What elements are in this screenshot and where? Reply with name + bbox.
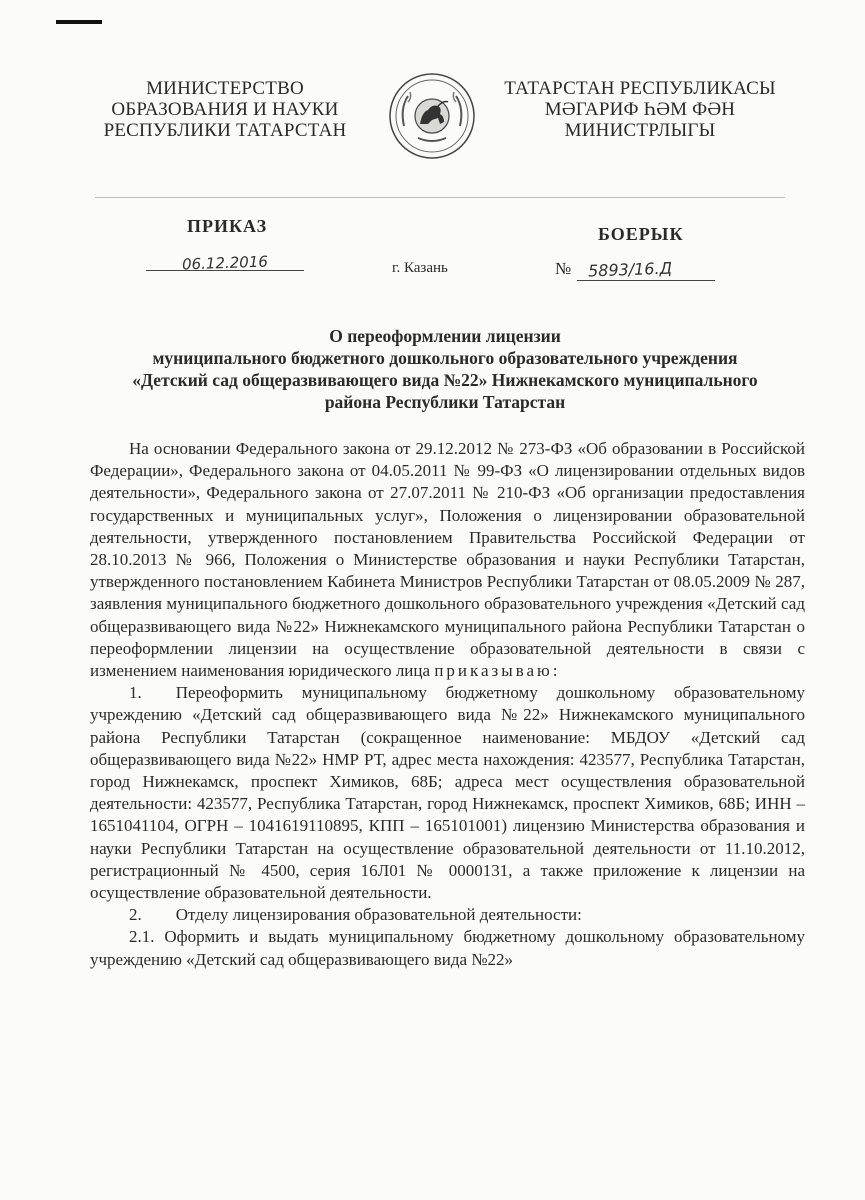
ministry-name-tt-line: ТАТАРСТАН РЕСПУБЛИКАСЫ <box>504 78 776 99</box>
number-underline <box>577 280 715 281</box>
header-divider <box>95 197 785 198</box>
order-word: приказываю: <box>434 661 561 681</box>
coat-of-arms-icon <box>388 72 476 160</box>
number-sign: № <box>555 259 572 278</box>
order-date: 06.12.2016 <box>181 252 269 274</box>
item-1: 1. Переоформить муниципальному бюджетному дошкольному образовательному учреждению «Детский сад общеразвивающего вида №22» Нижнекамского муниципального района Республики Татарстан (сокращенное наименование: МБДОУ «Детский сад общеразвивающего вида №22» НМР РТ, адрес места нахождения: 423577, Республика Татарстан, город Нижнекамск, проспект Химиков, 68Б; адреса мест осуществления образовательной деятельности: 423577, Республика Татарстан, город Нижнекамск, проспект Химиков, 68Б; ИНН – 1651041104, ОГРН – 1041619110895, КПП – 165101001) лицензию Министерства образования и науки Республики Татарстан на осуществление образовательной деятельности от 11.10.2012, регистрационный № 4500, серия 16Л01 № 0000131, а также приложение к лицензии на осуществление образовательной деятельности. <box>90 683 805 903</box>
ministry-name-ru-line: РЕСПУБЛИКИ ТАТАРСТАН <box>103 120 347 141</box>
ministry-name-tt <box>490 78 790 141</box>
document-body <box>90 438 805 971</box>
title-line: района Республики Татарстан <box>324 392 566 412</box>
item-2: 2. Отделу лицензирования образовательной деятельности: <box>129 905 582 925</box>
order-city: г. Казань <box>392 260 448 276</box>
preamble-paragraph <box>90 438 805 682</box>
title-line: муниципального бюджетного дошкольного образовательного учреждения <box>152 348 738 368</box>
order-number: 5893/16.Д <box>587 258 673 281</box>
order-label-ru: ПРИКАЗ <box>187 216 268 236</box>
title-line: «Детский сад общеразвивающего вида №22» Нижнекамского муниципального <box>132 370 758 390</box>
title-line: О переоформлении лицензии <box>329 326 561 346</box>
ministry-name-tt-line: МӘГАРИФ ҺӘМ ФӘН <box>544 99 736 120</box>
item-2-1: 2.1. Оформить и выдать муниципальному бюджетному дошкольному образовательному учреждению «Детский сад общеразвивающего вида №22» <box>90 927 805 969</box>
ministry-name-ru-line: ОБРАЗОВАНИЯ И НАУКИ <box>111 99 339 120</box>
preamble-text: На основании Федерального закона от 29.12.2012 № 273-ФЗ «Об образовании в Российской Федерации», Федерального закона от 04.05.2011 № 99-ФЗ «О лицензировании отдельных видов деятельности», Федерального закона от 27.07.2011 № 210-ФЗ «Об организации предоставления государственных и муниципальных услуг», Положения о лицензировании образовательной деятельности, утвержденного постановлением Правительства Российской Федерации от 28.10.2013 № 966, Положения о Министерстве образования и науки Республики Татарстан, утвержденного постановлением Кабинета Министров Республики Татарстан от 08.05.2009 № 287, заявления муниципального бюджетного дошкольного образовательного учреждения «Детский сад общеразвивающего вида №22» Нижнекамского муниципального района Республики Татарстан о переоформлении лицензии на осуществление образовательной деятельности в связи с изменением наименования юридического лица <box>90 439 805 681</box>
ministry-name-ru <box>95 78 355 141</box>
document-title <box>90 325 800 413</box>
order-label-tt: БОЕРЫК <box>598 224 684 244</box>
ministry-name-ru-line: МИНИСТЕРСТВО <box>146 78 304 99</box>
scan-corner-mark <box>56 20 102 24</box>
ministry-name-tt-line: МИНИСТРЛЫГЫ <box>564 120 716 141</box>
